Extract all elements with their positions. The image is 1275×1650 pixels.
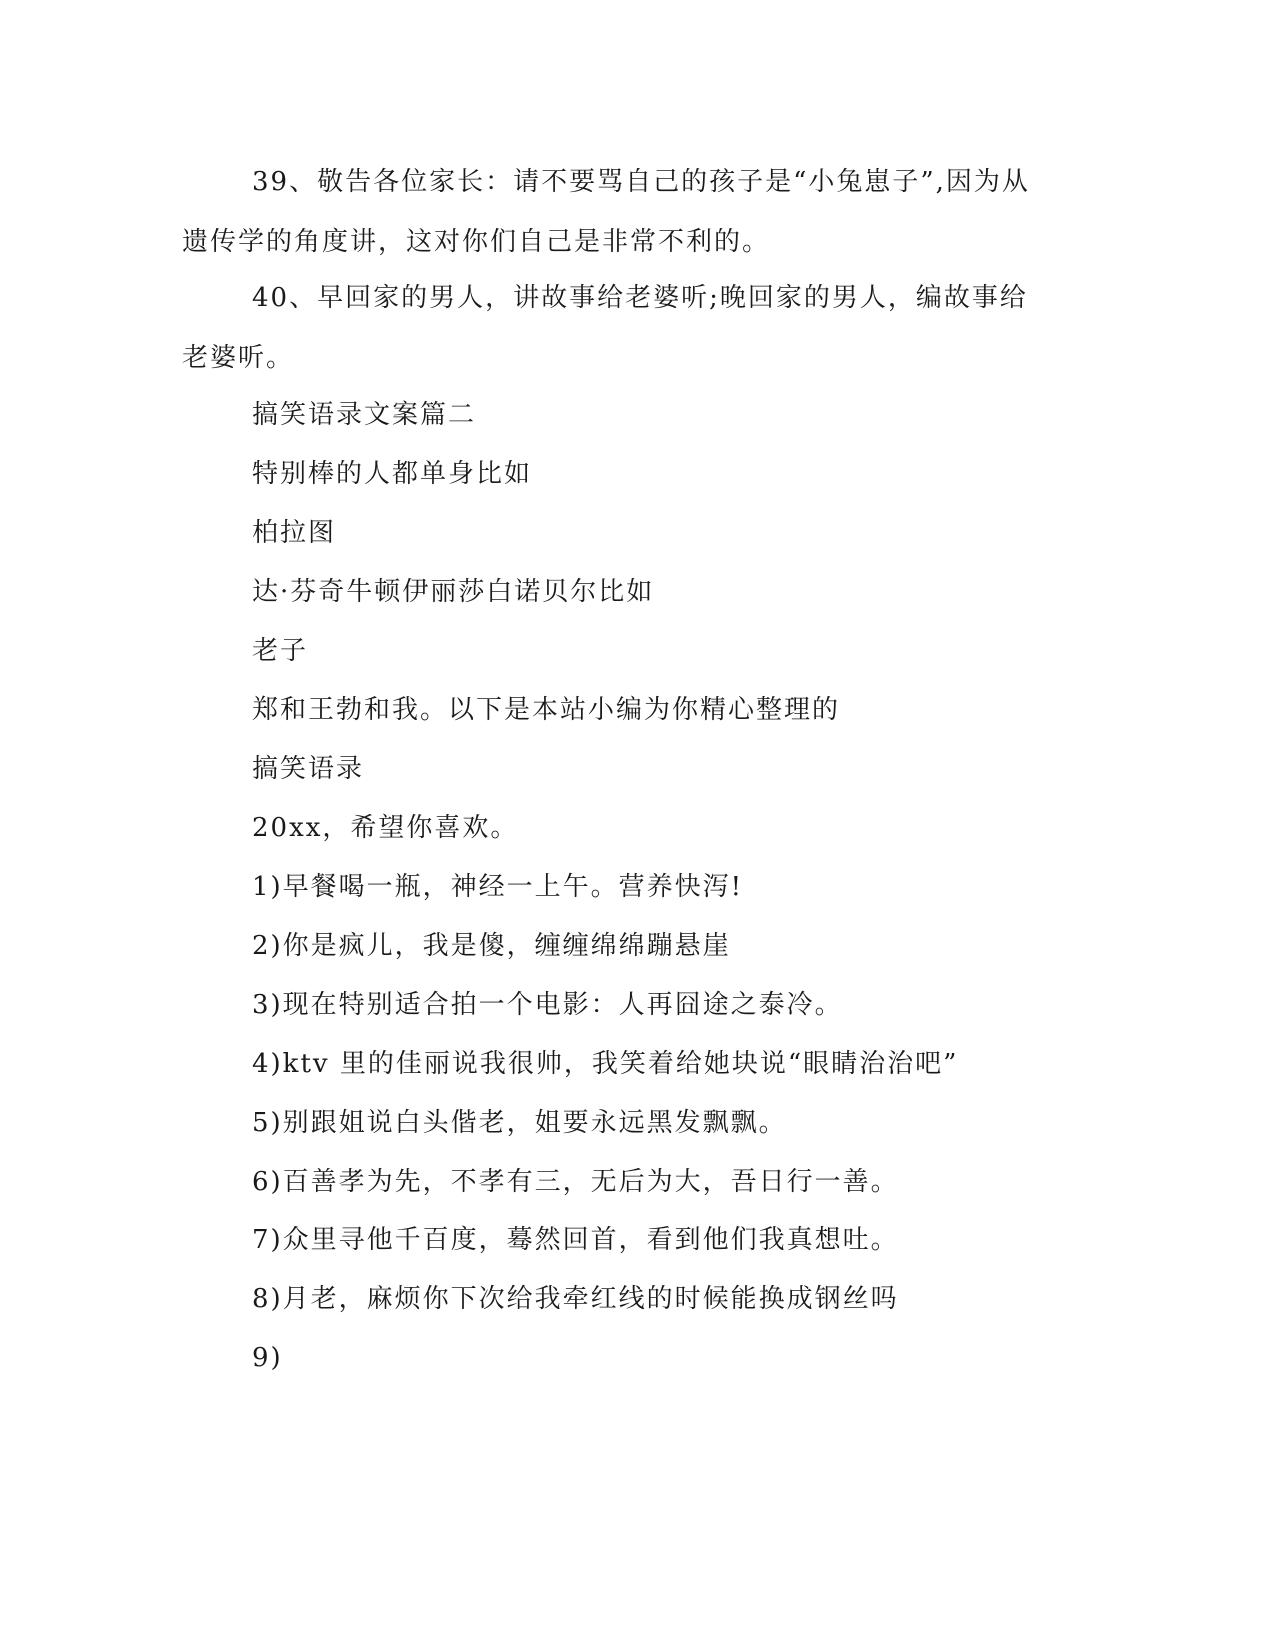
- list-item: 3)现在特别适合拍一个电影：人再囧途之泰冷。: [252, 990, 843, 1020]
- text-line: 达·芬奇牛顿伊丽莎白诺贝尔比如: [252, 577, 655, 607]
- text-line: 柏拉图: [252, 518, 337, 548]
- list-item: 6)百善孝为先，不孝有三，无后为大，吾日行一善。: [252, 1167, 899, 1197]
- list-item: 9): [252, 1343, 283, 1373]
- list-item: 7)众里寻他千百度，蓦然回首，看到他们我真想吐。: [252, 1225, 899, 1255]
- list-item: 8)月老，麻烦你下次给我牵红线的时候能换成钢丝吗: [252, 1284, 899, 1314]
- section-heading: 搞笑语录文案篇二: [252, 400, 477, 430]
- paragraph-39: 39、敬告各位家长：请不要骂自己的孩子是“小兔崽子”,因为从遗传学的角度讲，这对你们自己是非常不利的。: [182, 167, 1030, 257]
- list-item: 5)别跟姐说白头偕老，姐要永远黑发飘飘。: [252, 1108, 787, 1138]
- text-line: 老子: [252, 636, 309, 666]
- text-line: 郑和王勃和我。以下是本站小编为你精心整理的: [252, 695, 841, 725]
- paragraph-40: 40、早回家的男人，讲故事给老婆听;晚回家的男人，编故事给老婆听。: [182, 283, 1028, 373]
- list-item: 2)你是疯儿，我是傻，缠缠绵绵蹦悬崖: [252, 931, 731, 961]
- text-line: 20xx，希望你喜欢。: [252, 813, 519, 843]
- text-line: 搞笑语录: [252, 754, 365, 784]
- list-item: 4)ktv 里的佳丽说我很帅，我笑着给她块说“眼睛治治吧”: [252, 1049, 959, 1079]
- list-item: 1)早餐喝一瓶，神经一上午。营养快泻!: [252, 872, 744, 902]
- text-line: 特别棒的人都单身比如: [252, 459, 533, 489]
